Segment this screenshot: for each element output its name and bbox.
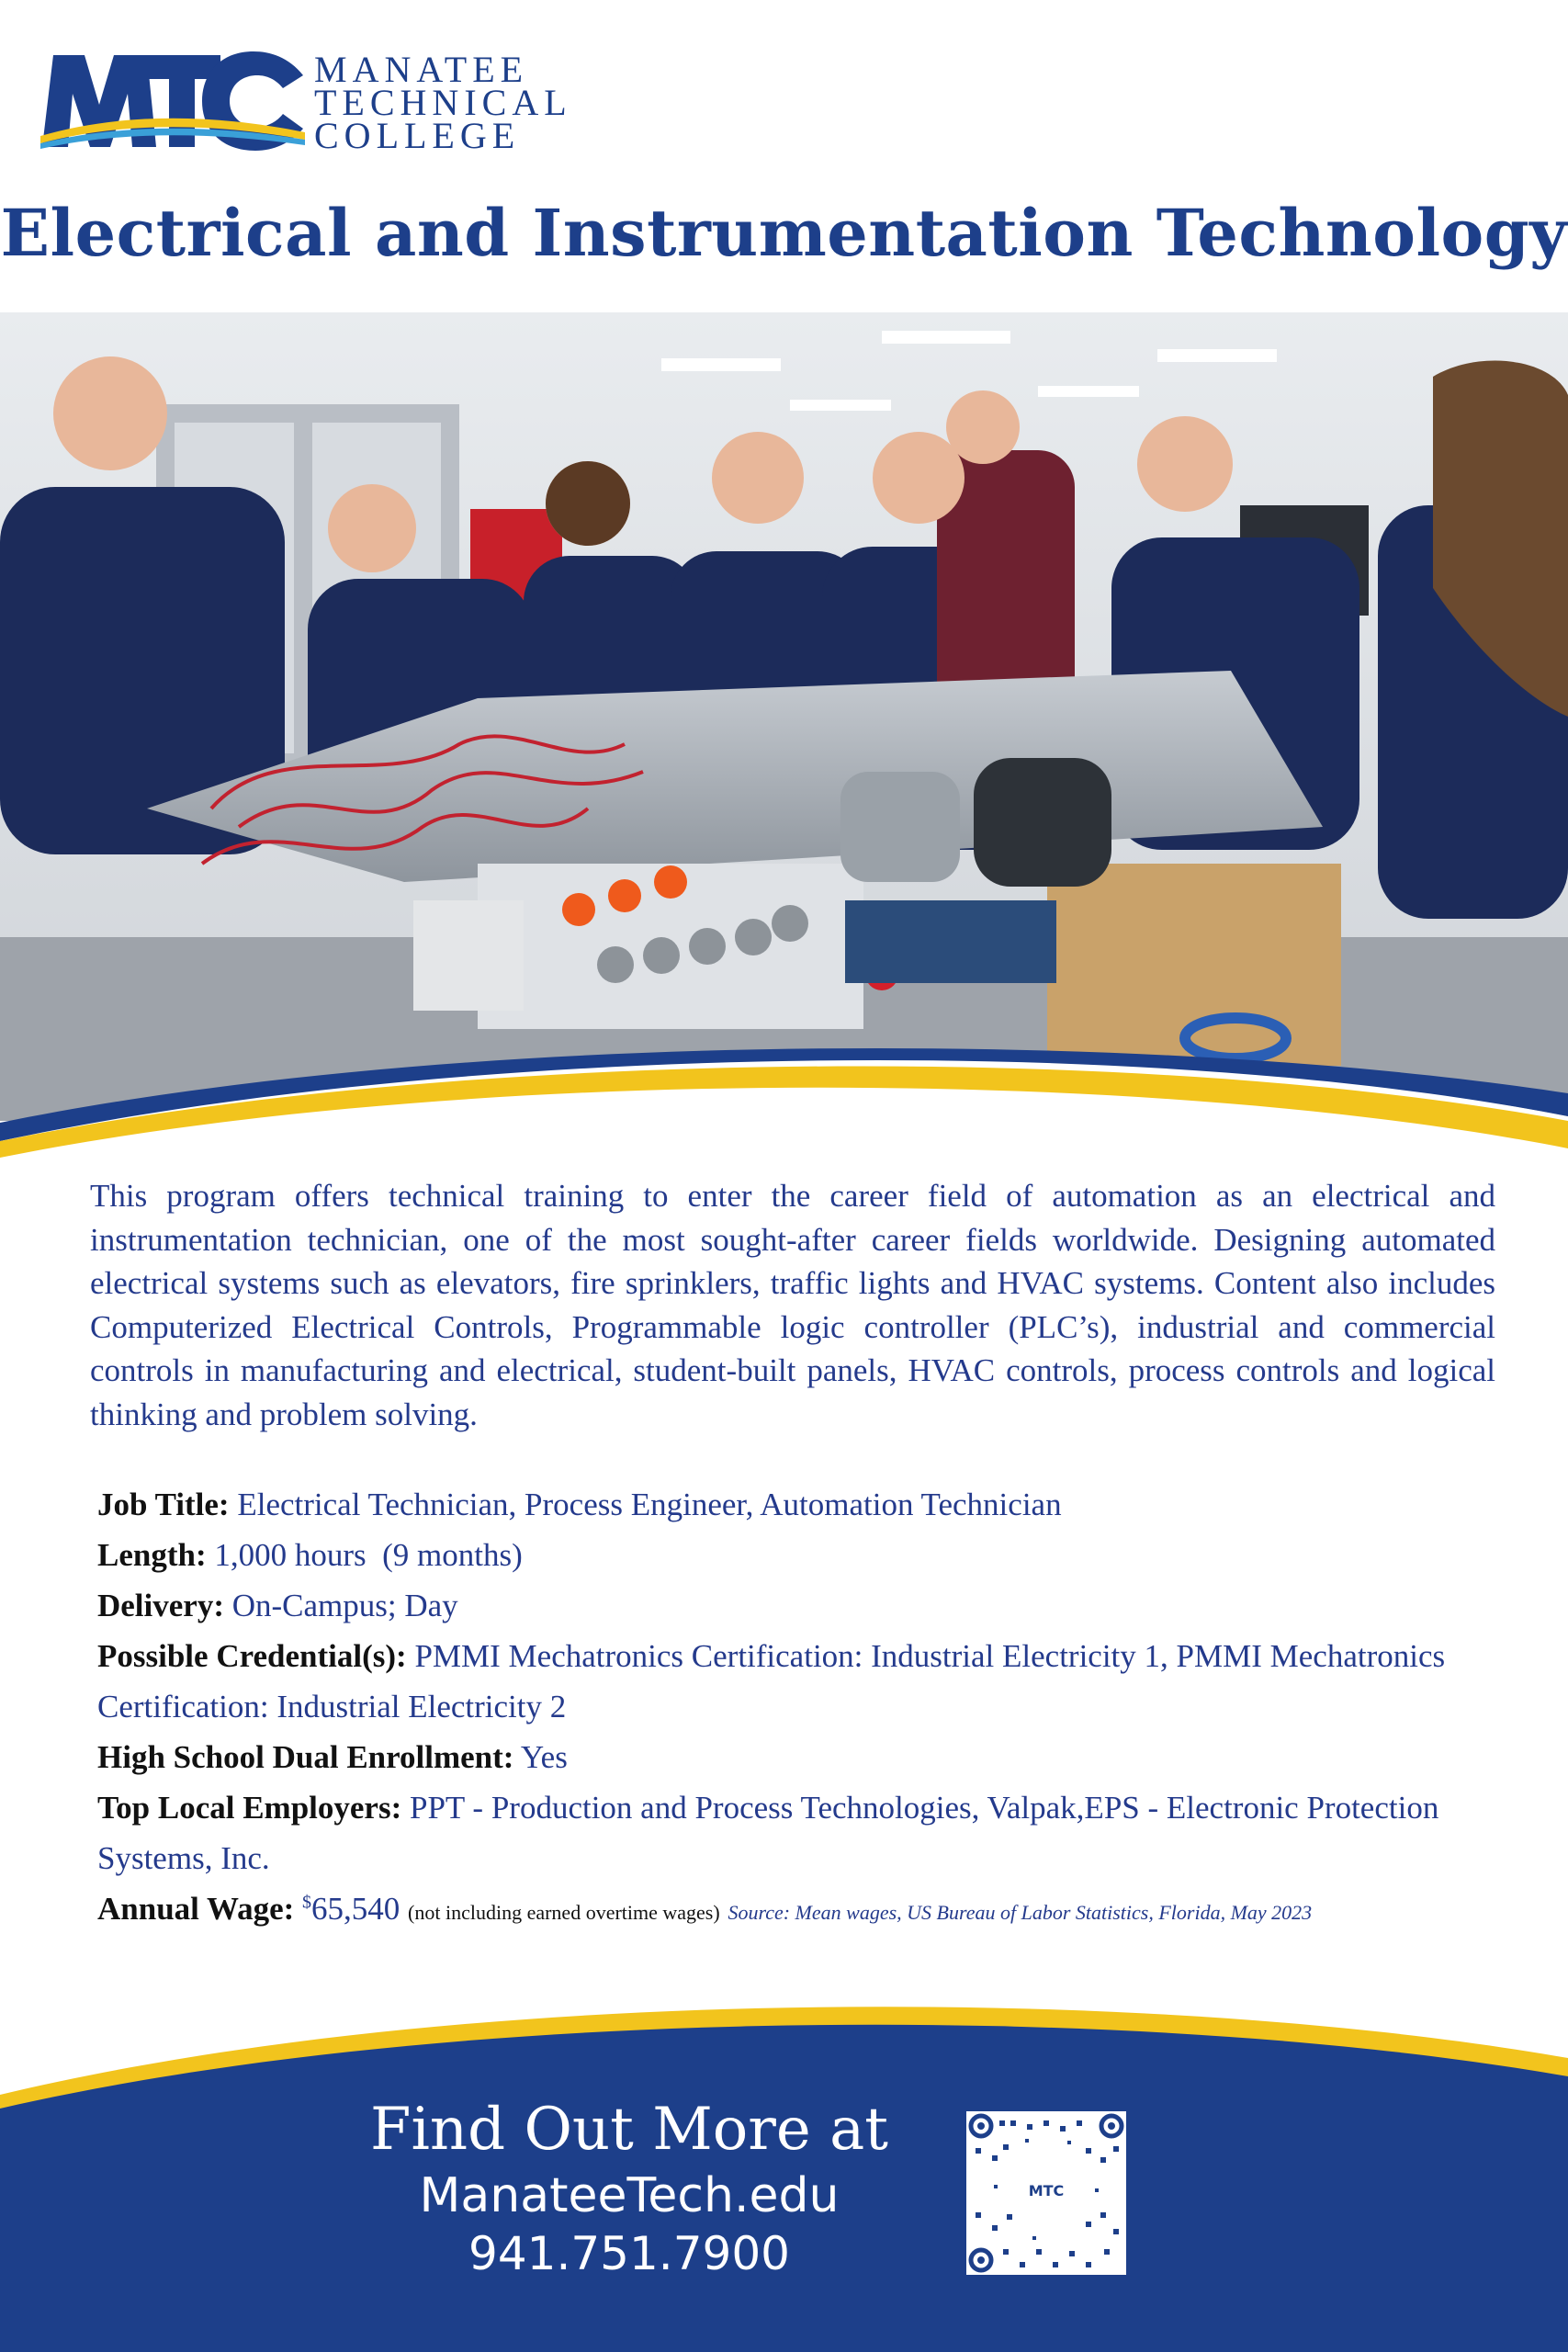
job-title-row: [97, 1479, 1494, 1530]
students-photo: [0, 312, 1568, 1121]
qr-code[interactable]: [966, 2111, 1126, 2275]
website-link[interactable]: ManateeTech.edu: [419, 2168, 840, 2223]
find-out-more-heading: Find Out More at: [370, 2096, 888, 2164]
program-details: [97, 1479, 1494, 1938]
credential-value: PMMI Mechatronics Certification: Industrial Electricity 1, PMMI Mechatronics Certification: Industrial Electricity 2: [97, 1638, 1446, 1724]
credential-row: [97, 1631, 1494, 1732]
job-title-value: Electrical Technician, Process Engineer, Automation Technician: [237, 1487, 1062, 1522]
delivery-label: Delivery:: [97, 1588, 224, 1623]
wage-note: (not including earned overtime wages): [408, 1901, 720, 1924]
length-value: 1,000 hours (9 months): [214, 1537, 523, 1573]
logo-line-technical: TECHNICAL: [314, 82, 572, 123]
qr-center-logo: MTC: [1028, 2182, 1065, 2199]
phone-number[interactable]: 941.751.7900: [468, 2227, 790, 2280]
mtc-logo[interactable]: [40, 48, 572, 158]
dual-enrollment-label: High School Dual Enrollment:: [97, 1739, 514, 1775]
mtc-logo-mark: [40, 48, 307, 156]
job-title-label: Job Title:: [97, 1487, 230, 1522]
logo-line-college: COLLEGE: [314, 115, 521, 156]
logo-line-manatee: MANATEE: [314, 49, 529, 90]
employers-row: [97, 1782, 1494, 1883]
page-title: Electrical and Instrumentation Technology: [0, 195, 1568, 271]
dual-enrollment-row: [97, 1732, 1494, 1782]
wage-label: Annual Wage:: [97, 1891, 295, 1927]
contact-block: [331, 2093, 928, 2282]
qr-code-pattern: [966, 2111, 1126, 2275]
students-at-bench-illustration: [0, 312, 1568, 1121]
header: [0, 0, 1568, 312]
delivery-row: [97, 1580, 1494, 1631]
employers-value: PPT - Production and Process Technologies, Valpak,EPS - Electronic Protection Systems, Inc.: [97, 1790, 1439, 1876]
program-description: This program offers technical training to enter the career field of automation as an electrical and instrumentation technician, one of the most sought-after career fields worldwide. Designing automated electrical systems such as elevators, fire sprinklers, traffic lights and HVAC systems. Content also includes Computerized Electrical Controls, Programmable logic controller (PLC’s), industrial and commercial controls in manufacturing and electrical, student-built panels, HVAC controls, process controls and logical thinking and problem solving.: [90, 1178, 1495, 1432]
logo-wordmark: [314, 49, 572, 156]
length-row: [97, 1530, 1494, 1580]
wave-divider-top: [0, 1038, 1568, 1176]
wage-currency: $: [302, 1892, 312, 1913]
wage-row: [97, 1883, 1494, 1938]
wage-value: 65,540: [311, 1891, 400, 1927]
wage-source: Source: Mean wages, US Bureau of Labor Statistics, Florida, May 2023: [728, 1901, 1313, 1924]
credential-label: Possible Credential(s):: [97, 1638, 407, 1674]
delivery-value: On-Campus; Day: [231, 1588, 458, 1623]
dual-enrollment-value: Yes: [520, 1739, 568, 1775]
length-label: Length:: [97, 1537, 207, 1573]
employers-label: Top Local Employers:: [97, 1790, 402, 1826]
